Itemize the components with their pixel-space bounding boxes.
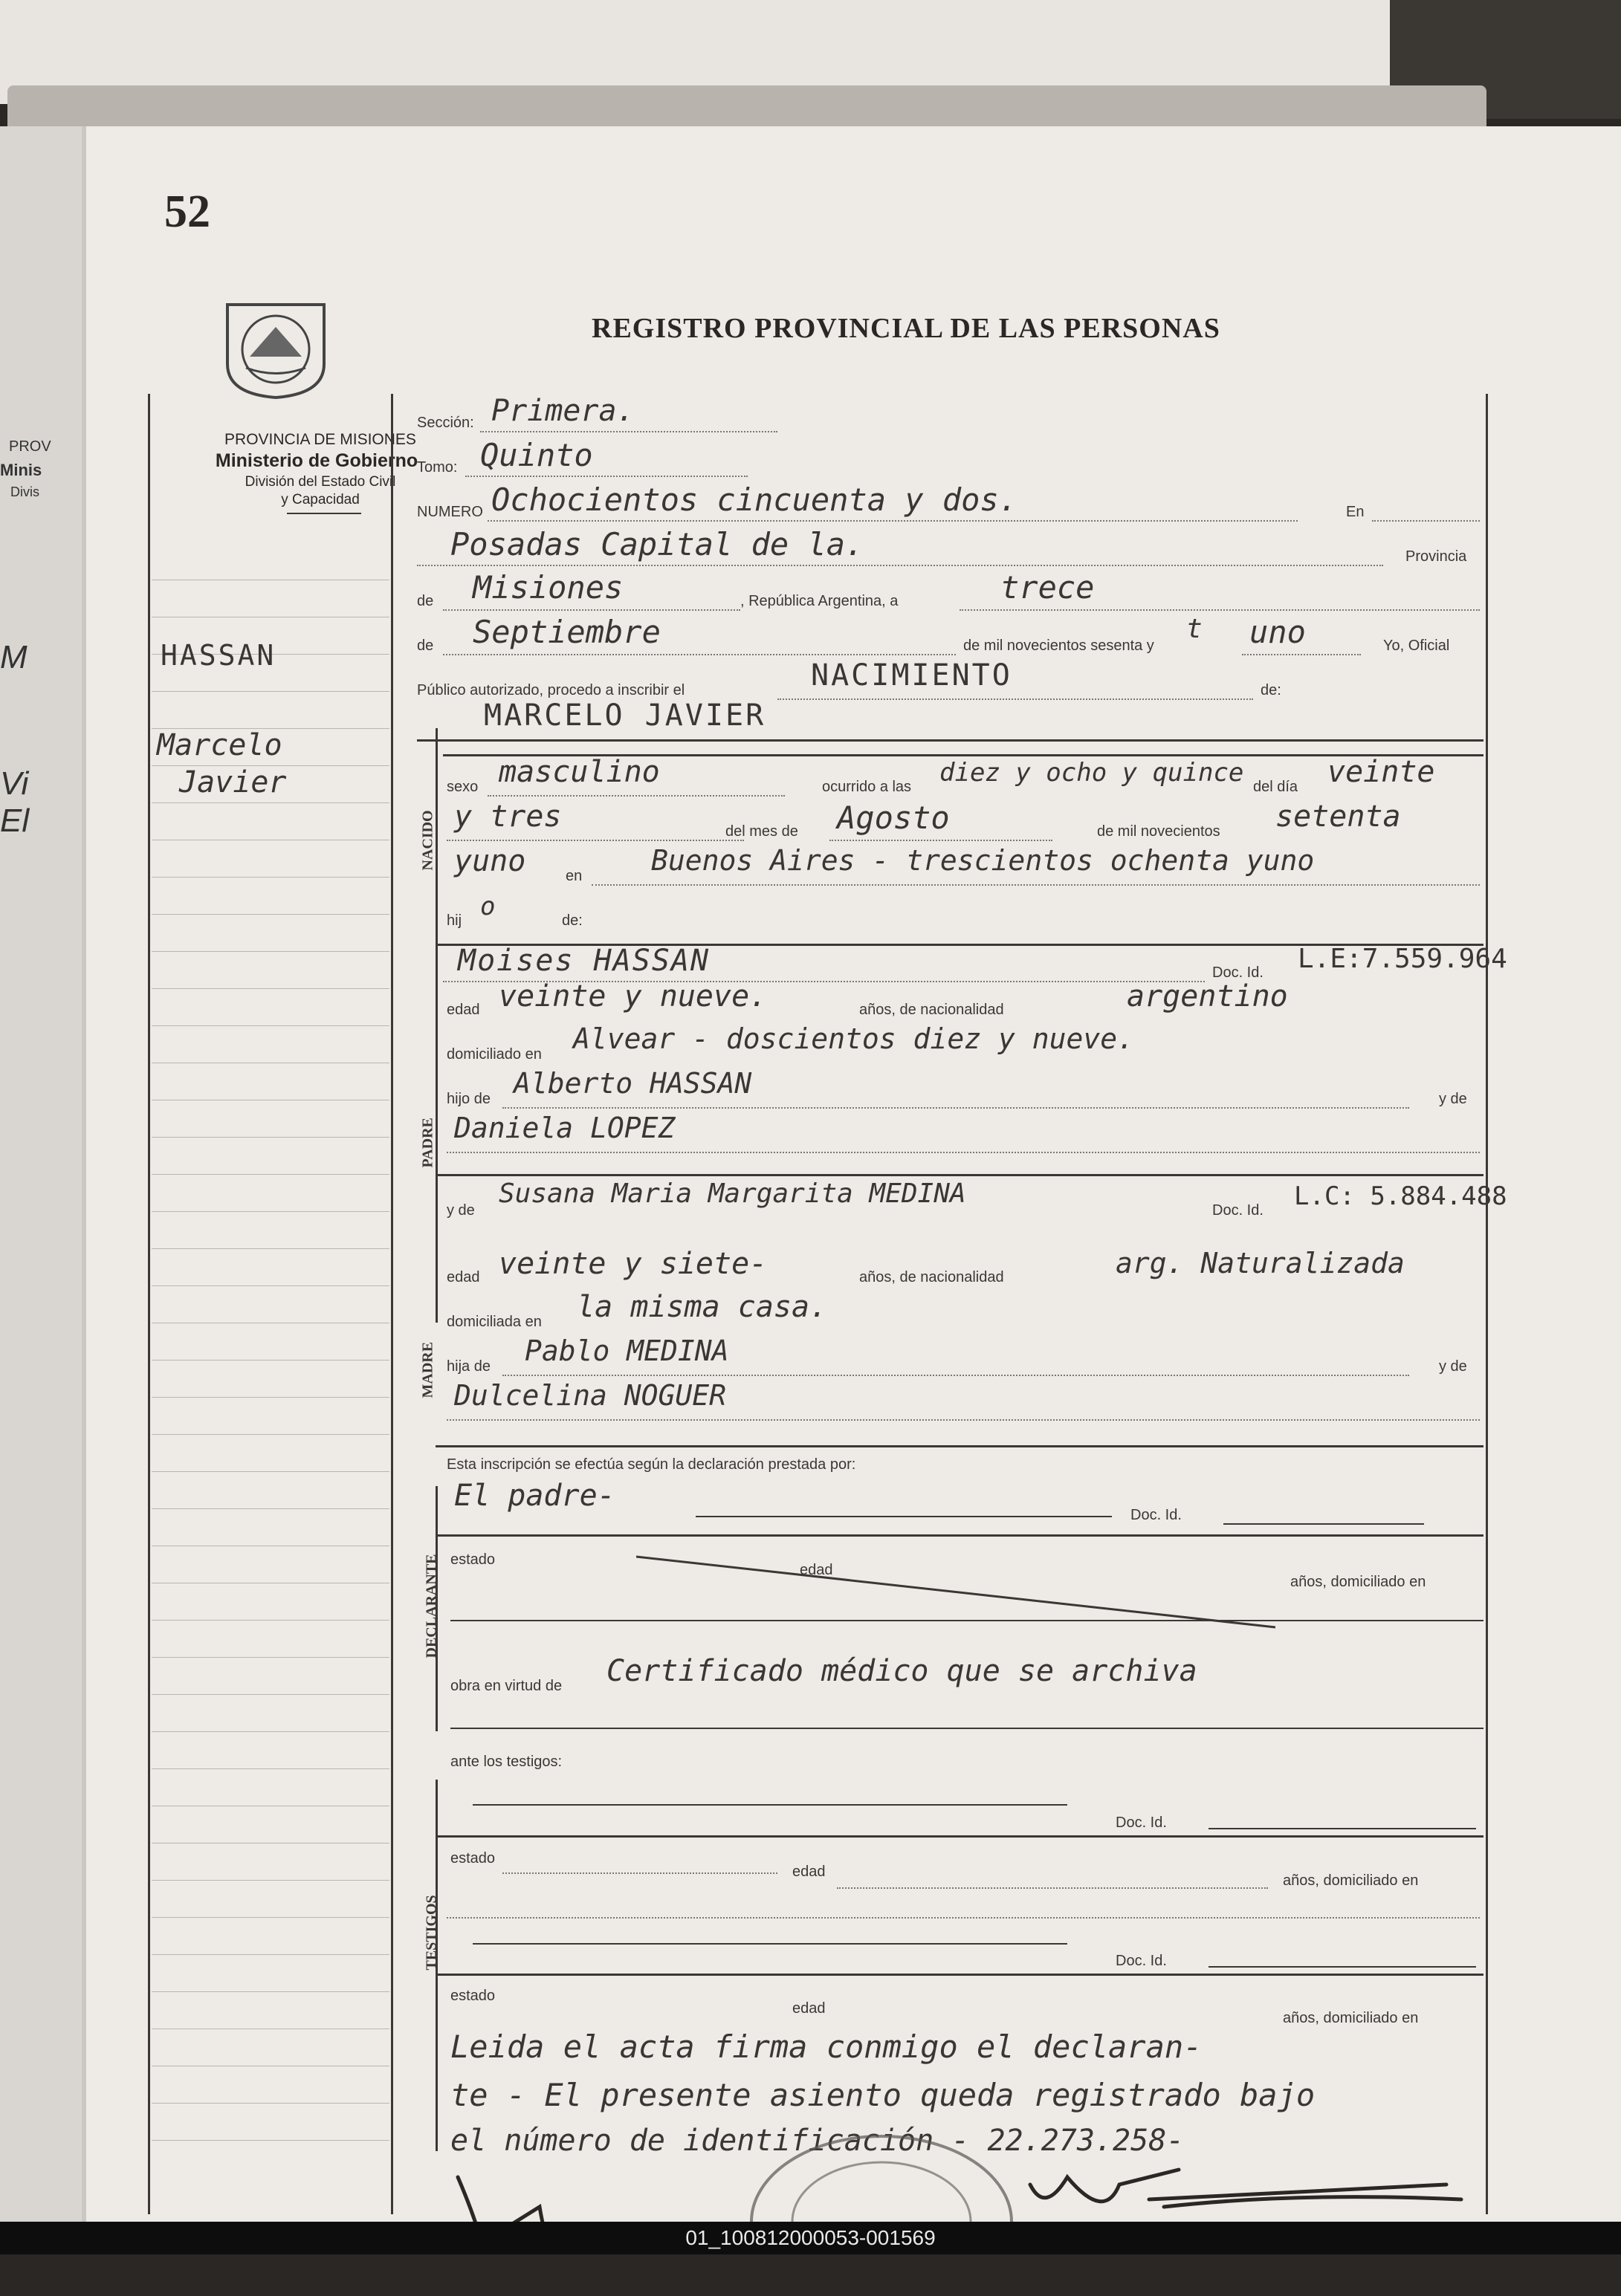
- fill-line: [1372, 520, 1480, 522]
- fill-line: [473, 1804, 1067, 1806]
- province-label: PROVINCIA DE MISIONES: [224, 431, 416, 448]
- margin-line: [152, 1137, 389, 1138]
- anio-nac-1: setenta: [1275, 800, 1401, 834]
- hijo-de-label: hijo de: [447, 1091, 491, 1107]
- margin-line: [152, 2103, 389, 2104]
- fill-line: [488, 795, 785, 797]
- republica-label: , República Argentina, a: [740, 593, 899, 609]
- cierre-line-2: te - El presente asiento queda registrado bajo: [450, 2077, 1316, 2113]
- fill-line: [447, 1917, 1480, 1919]
- anio-nac-2: yuno: [454, 844, 526, 878]
- margin-line: [152, 1620, 389, 1621]
- section-rule: [417, 739, 1484, 742]
- margin-line: [152, 1880, 389, 1881]
- fill-line: [1209, 1966, 1476, 1968]
- padre-domicilio: Alvear - doscientos diez y nueve.: [573, 1022, 1134, 1055]
- margin-line: [152, 1285, 389, 1286]
- margin-line: [152, 691, 389, 692]
- fill-line: [465, 476, 748, 477]
- doc-id-label: Doc. Id.: [1116, 1815, 1167, 1831]
- section-nacido: NACIDO: [419, 810, 436, 871]
- section-testigos: TESTIGOS: [423, 1895, 440, 1971]
- cierre-line-3: el número de identificación - 22.273.258-: [450, 2124, 1185, 2158]
- de-mil-label: de mil novecientos sesenta y: [963, 638, 1154, 654]
- fill-line: [1209, 1828, 1476, 1829]
- column-border: [391, 394, 393, 2214]
- doc-id-label: Doc. Id.: [1116, 1953, 1167, 1969]
- seccion-label: Sección:: [417, 415, 474, 431]
- del-dia-label: del día: [1253, 779, 1298, 795]
- hij-label: hij: [447, 912, 462, 929]
- section-madre: MADRE: [419, 1341, 436, 1398]
- margin-line: [152, 1731, 389, 1732]
- hora-value: diez y ocho y quince: [939, 758, 1244, 788]
- section-rule: [436, 1174, 1484, 1176]
- certificado-value: Certificado médico que se archiva: [606, 1654, 1197, 1688]
- margin-line: [152, 1025, 389, 1026]
- edad-label: edad: [800, 1562, 833, 1578]
- margin-line: [152, 1991, 389, 1992]
- fill-line: [450, 1728, 1484, 1729]
- fill-line: [837, 1887, 1268, 1889]
- tomo-value: Quinto: [480, 437, 593, 473]
- coat-of-arms-icon: [220, 297, 331, 401]
- doc-id-label: Doc. Id.: [1212, 1202, 1264, 1219]
- en-label: en: [566, 868, 583, 884]
- ocurrido-label: ocurrido a las: [822, 779, 912, 795]
- margin-line: [152, 914, 389, 915]
- document-id-footer: 01_100812000053-001569: [0, 2222, 1621, 2254]
- margin-line: [152, 1694, 389, 1695]
- sexo-label: sexo: [447, 779, 479, 795]
- yo-oficial-label: Yo, Oficial: [1383, 638, 1450, 654]
- register-page: [82, 126, 1621, 2222]
- madre-edad: veinte y siete-: [499, 1247, 768, 1281]
- margin-name: Marcelo: [157, 728, 282, 762]
- fill-line: [480, 431, 777, 432]
- mes-inscripcion: Septiembre: [473, 614, 661, 650]
- page-number: 52: [164, 187, 210, 237]
- padre-nombre: Moises HASSAN: [458, 944, 711, 978]
- y-de-label: y de: [1439, 1091, 1467, 1107]
- right-border: [1486, 394, 1488, 2214]
- madre-nacionalidad: arg. Naturalizada: [1116, 1247, 1405, 1280]
- fill-line: [696, 1516, 1112, 1517]
- estado-label: estado: [450, 1850, 496, 1867]
- madre-domicilio: la misma casa.: [577, 1290, 828, 1324]
- official-seal-icon: [748, 2133, 1015, 2222]
- del-mes-label: del mes de: [725, 823, 798, 840]
- fill-line: [488, 520, 1298, 522]
- fill-line: [502, 1375, 1409, 1376]
- section-declarante: DECLARANTE: [423, 1554, 440, 1658]
- fill-line: [1223, 1523, 1424, 1525]
- margin-line: [152, 1471, 389, 1472]
- left-fragment: Vi: [0, 765, 29, 802]
- lugar-value: Posadas Capital de la.: [450, 526, 864, 562]
- margin-line: [152, 1434, 389, 1435]
- fill-line: [502, 1872, 777, 1874]
- fill-line: [777, 698, 1253, 700]
- mes-nac: Agosto: [837, 800, 950, 836]
- fill-line: [502, 1107, 1409, 1109]
- margin-surname: HASSAN: [161, 639, 276, 672]
- edad-label: edad: [792, 1864, 826, 1880]
- estado-label: estado: [450, 1551, 496, 1568]
- margin-line: [152, 1248, 389, 1249]
- anos-dom-label: años, domiciliado en: [1283, 2010, 1419, 2026]
- fill-line: [447, 840, 744, 841]
- divider: [287, 513, 361, 514]
- de-mil-nov-label: de mil novecientos: [1097, 823, 1220, 840]
- abuelo-paterno: Alberto HASSAN: [514, 1067, 752, 1100]
- left-fragment: El: [0, 802, 30, 839]
- left-fragment: Divis: [10, 484, 39, 499]
- margin-line: [152, 1360, 389, 1361]
- fill-line: [1242, 654, 1361, 655]
- section-rule: [436, 1974, 1484, 1976]
- doc-id-label: Doc. Id.: [1212, 964, 1264, 981]
- padre-nacionalidad: argentino: [1127, 979, 1288, 1014]
- margin-name: Javier: [179, 765, 287, 800]
- margin-line: [152, 1657, 389, 1658]
- cierre-line-1: Leida el acta firma conmigo el declaran-: [450, 2029, 1203, 2065]
- lugar-nac: Buenos Aires - trescientos ochenta yuno: [651, 844, 1315, 877]
- dia-nac-2: y tres: [454, 800, 562, 834]
- nombre-nacido: MARCELO JAVIER: [484, 698, 766, 733]
- obra-label: obra en virtud de: [450, 1678, 563, 1694]
- declarante-value: El padre-: [454, 1479, 615, 1513]
- ministry-label: Ministerio de Gobierno: [215, 450, 418, 471]
- de-label: de: [417, 593, 434, 609]
- register-title: REGISTRO PROVINCIAL DE LAS PERSONAS: [592, 313, 1220, 344]
- margin-line: [152, 1211, 389, 1212]
- section-rule: [436, 1835, 1484, 1838]
- declaracion-label: Esta inscripción se efectúa según la declaración prestada por:: [447, 1456, 856, 1473]
- margin-line: [152, 877, 389, 878]
- domiciliada-label: domiciliada en: [447, 1314, 542, 1330]
- margin-line: [152, 1397, 389, 1398]
- abuela-materna: Dulcelina NOGUER: [454, 1379, 727, 1412]
- margin-line: [152, 951, 389, 952]
- abuelo-materno: Pablo MEDINA: [525, 1335, 729, 1367]
- margin-line: [152, 1768, 389, 1769]
- dia-inscripcion: trece: [1000, 569, 1095, 606]
- hija-de-label: hija de: [447, 1358, 491, 1375]
- padre-edad: veinte y nueve.: [499, 979, 768, 1014]
- section-rule: [436, 1445, 1484, 1447]
- seccion-value: Primera.: [491, 394, 635, 428]
- anos-nac-label: años, de nacionalidad: [859, 1269, 1004, 1285]
- official-signature-icon: [1015, 2155, 1476, 2222]
- estado-label: estado: [450, 1988, 496, 2004]
- acto-value: NACIMIENTO: [811, 658, 1012, 693]
- fill-line: [473, 1943, 1067, 1945]
- de-colon-label: de:: [1261, 682, 1281, 698]
- abuela-paterna: Daniela LOPEZ: [454, 1112, 676, 1144]
- fill-line: [450, 1620, 1484, 1621]
- left-fragment: M: [0, 639, 27, 675]
- y-de-label: y de: [447, 1202, 475, 1219]
- domiciliado-label: domiciliado en: [447, 1046, 542, 1063]
- sesenta-mark: t: [1186, 614, 1203, 644]
- provincia-value: Misiones: [473, 569, 624, 606]
- provincia-label: Provincia: [1405, 548, 1467, 565]
- margin-line: [152, 1917, 389, 1918]
- doc-id-label: Doc. Id.: [1130, 1507, 1182, 1523]
- margin-line: [152, 1508, 389, 1509]
- de-colon-label: de:: [562, 912, 583, 929]
- margin-line: [152, 1954, 389, 1955]
- fill-line: [443, 654, 956, 655]
- publico-label: Público autorizado, procedo a inscribir el: [417, 682, 685, 698]
- margin-line: [152, 1174, 389, 1175]
- margin-border: [148, 394, 150, 2214]
- division-label: y Capacidad: [281, 492, 360, 507]
- division-label: División del Estado Civil: [245, 474, 396, 490]
- section-rule: [436, 1534, 1484, 1537]
- left-fragment: Minis: [0, 461, 42, 479]
- hijo-suffix: o: [480, 892, 496, 921]
- fill-line: [443, 609, 740, 611]
- fill-line: [829, 840, 1052, 841]
- en-label: En: [1346, 504, 1365, 520]
- madre-doc: L.C: 5.884.488: [1294, 1181, 1507, 1211]
- edad-label: edad: [792, 2000, 826, 2017]
- fill-line: [592, 884, 1480, 886]
- anio-inscripcion: uno: [1249, 614, 1306, 650]
- strike-line: [636, 1553, 1275, 1635]
- sexo-value: masculino: [499, 755, 660, 789]
- ante-label: ante los testigos:: [450, 1754, 563, 1770]
- section-padre: PADRE: [419, 1118, 436, 1168]
- margin-line: [152, 2140, 389, 2141]
- fill-line: [417, 565, 1383, 566]
- margin-line: [152, 988, 389, 989]
- anos-dom-label: años, domiciliado en: [1283, 1872, 1419, 1889]
- fill-line: [960, 609, 1480, 611]
- edad-label: edad: [447, 1002, 480, 1018]
- margin-line: [152, 802, 389, 803]
- de-label: de: [417, 638, 434, 654]
- left-page: [0, 126, 82, 2222]
- padre-doc: L.E:7.559.964: [1298, 944, 1507, 974]
- y-de-label: y de: [1439, 1358, 1467, 1375]
- numero-value: Ochocientos cincuenta y dos.: [491, 481, 1018, 518]
- fill-line: [447, 1152, 1480, 1153]
- anos-nac-label: años, de nacionalidad: [859, 1002, 1004, 1018]
- anos-dom-label: años, domiciliado en: [1290, 1574, 1426, 1590]
- edad-label: edad: [447, 1269, 480, 1285]
- tomo-label: Tomo:: [417, 459, 458, 476]
- madre-nombre: Susana Maria Margarita MEDINA: [499, 1178, 966, 1209]
- fill-line: [447, 1419, 1480, 1421]
- numero-label: NUMERO: [417, 504, 483, 520]
- left-fragment: PROV: [9, 438, 51, 455]
- dia-nac-1: veinte: [1327, 755, 1435, 789]
